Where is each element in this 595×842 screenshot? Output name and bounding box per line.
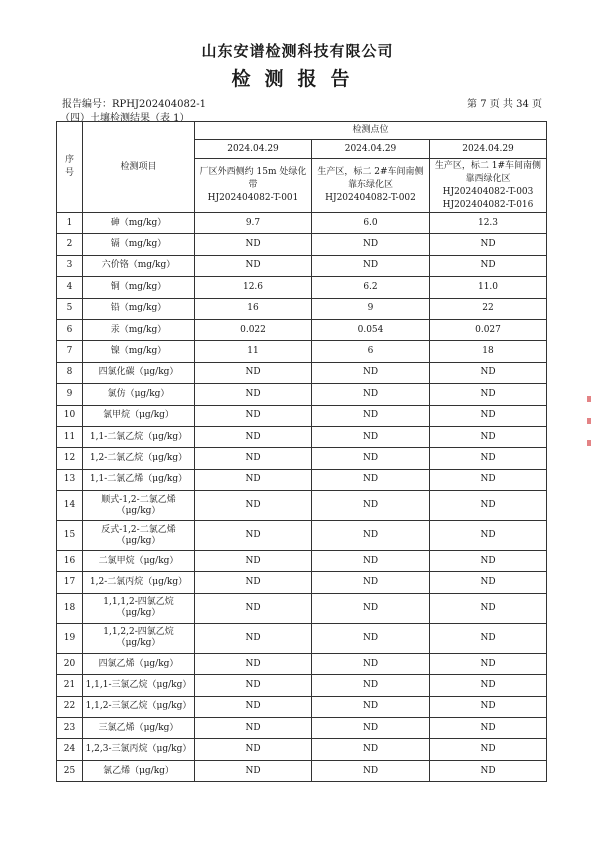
report-number: 报告编号：RPHJ202404082-1 (62, 99, 206, 110)
row-index: 1 (57, 213, 83, 234)
row-value-point-3: 12.3 (430, 213, 547, 234)
table-row (57, 277, 547, 298)
report-title: 检测报告 (231, 68, 364, 90)
row-item: 1,1,2,2-四氯乙烷 （μg/kg） (83, 623, 195, 653)
row-value-point-2: ND (312, 760, 430, 781)
row-value-point-1: ND (195, 551, 312, 572)
row-value-point-2: ND (312, 405, 430, 426)
row-value-point-3: ND (430, 623, 547, 653)
row-value-point-3: 0.027 (430, 319, 547, 340)
row-value-point-3: ND (430, 675, 547, 696)
row-value-point-3: 11.0 (430, 277, 547, 298)
row-value-point-2: 6.2 (312, 277, 430, 298)
table-row (57, 623, 547, 653)
table-row (57, 760, 547, 781)
table-body (57, 213, 547, 782)
row-value-point-1: ND (195, 448, 312, 469)
row-value-point-3: ND (430, 551, 547, 572)
row-item: 1,1-二氯乙烯（μg/kg） (83, 469, 195, 490)
row-index: 20 (57, 653, 83, 674)
point-1-date: 2024.04.29 (195, 140, 312, 159)
row-value-point-1: 12.6 (195, 277, 312, 298)
table-row (57, 675, 547, 696)
row-value-point-3: ND (430, 718, 547, 739)
row-value-point-3: ND (430, 255, 547, 276)
row-value-point-2: ND (312, 675, 430, 696)
row-item: 砷（mg/kg） (83, 213, 195, 234)
row-item: 1,2,3-三氯丙烷（μg/kg） (83, 739, 195, 760)
point-3-code: HJ202404082-T-003 HJ202404082-T-016 (442, 186, 534, 210)
row-value-point-2: ND (312, 593, 430, 623)
row-value-point-3: ND (430, 405, 547, 426)
table-row (57, 469, 547, 490)
row-value-point-2: 9 (312, 298, 430, 319)
page-indicator: 第 7 页 共 34 页 (467, 99, 542, 110)
row-value-point-2: ND (312, 491, 430, 521)
row-item: 1,1,2-三氯乙烷（μg/kg） (83, 696, 195, 717)
row-value-point-2: ND (312, 718, 430, 739)
row-value-point-1: ND (195, 760, 312, 781)
row-value-point-3: ND (430, 521, 547, 551)
row-value-point-1: ND (195, 653, 312, 674)
row-index: 11 (57, 426, 83, 447)
row-item: 镉（mg/kg） (83, 234, 195, 255)
row-item: 汞（mg/kg） (83, 319, 195, 340)
row-item: 顺式-1,2-二氯乙烯 （μg/kg） (83, 491, 195, 521)
table-row (57, 491, 547, 521)
row-index: 24 (57, 739, 83, 760)
row-item: 铅（mg/kg） (83, 298, 195, 319)
point-1-location (195, 159, 312, 213)
table-row (57, 255, 547, 276)
row-value-point-3: ND (430, 384, 547, 405)
row-value-point-3: ND (430, 572, 547, 593)
row-index: 3 (57, 255, 83, 276)
row-value-point-1: ND (195, 255, 312, 276)
row-value-point-3: ND (430, 739, 547, 760)
row-index: 7 (57, 341, 83, 362)
row-value-point-1: ND (195, 593, 312, 623)
row-value-point-3: ND (430, 426, 547, 447)
point-2-code: HJ202404082-T-002 (325, 193, 416, 203)
point-2-date: 2024.04.29 (312, 140, 430, 159)
row-value-point-1: ND (195, 234, 312, 255)
row-index: 10 (57, 405, 83, 426)
row-value-point-1: ND (195, 405, 312, 426)
company-name: 山东安谱检测科技有限公司 (201, 42, 394, 60)
row-index: 6 (57, 319, 83, 340)
seal-stamp-fragment (587, 396, 593, 486)
row-value-point-3: 22 (430, 298, 547, 319)
table-row (57, 234, 547, 255)
row-item: 氯仿（μg/kg） (83, 384, 195, 405)
row-item: 反式-1,2-二氯乙烯 （μg/kg） (83, 521, 195, 551)
table-row (57, 448, 547, 469)
row-value-point-3: ND (430, 362, 547, 383)
row-value-point-1: ND (195, 675, 312, 696)
table-row (57, 593, 547, 623)
soil-results-table (56, 121, 547, 782)
row-index: 4 (57, 277, 83, 298)
row-index: 16 (57, 551, 83, 572)
row-index: 5 (57, 298, 83, 319)
point-3-location (430, 159, 547, 213)
header-index: 序号 (57, 122, 83, 213)
table-row (57, 319, 547, 340)
table-row (57, 426, 547, 447)
row-value-point-1: ND (195, 469, 312, 490)
row-item: 三氯乙烯（μg/kg） (83, 718, 195, 739)
row-value-point-3: ND (430, 491, 547, 521)
point-3-date: 2024.04.29 (430, 140, 547, 159)
row-index: 21 (57, 675, 83, 696)
table-row (57, 572, 547, 593)
table-row (57, 696, 547, 717)
point-2-location-text: 生产区，标二 2#车间南侧靠东绿化区 (317, 167, 424, 190)
table-row (57, 521, 547, 551)
row-value-point-1: ND (195, 623, 312, 653)
row-value-point-1: ND (195, 426, 312, 447)
row-value-point-2: ND (312, 653, 430, 674)
table-row (57, 739, 547, 760)
row-value-point-2: ND (312, 551, 430, 572)
row-value-point-3: ND (430, 760, 547, 781)
row-index: 14 (57, 491, 83, 521)
table-title: （四）土壤检测结果（表 1） (60, 113, 190, 124)
row-index: 23 (57, 718, 83, 739)
row-item: 氯甲烷（μg/kg） (83, 405, 195, 426)
row-value-point-3: ND (430, 469, 547, 490)
row-index: 8 (57, 362, 83, 383)
row-value-point-2: ND (312, 469, 430, 490)
row-item: 1,1,1,2-四氯乙烷 （μg/kg） (83, 593, 195, 623)
header-row-points (57, 122, 547, 140)
row-index: 25 (57, 760, 83, 781)
row-index: 15 (57, 521, 83, 551)
row-value-point-1: 16 (195, 298, 312, 319)
point-3-location-text: 生产区，标二 1#车间南侧靠西绿化区 (434, 160, 542, 184)
table-row (57, 384, 547, 405)
row-value-point-2: ND (312, 696, 430, 717)
row-index: 17 (57, 572, 83, 593)
row-item: 氯乙烯（μg/kg） (83, 760, 195, 781)
row-value-point-2: ND (312, 623, 430, 653)
table-row (57, 551, 547, 572)
row-item: 四氯化碳（μg/kg） (83, 362, 195, 383)
row-value-point-1: 11 (195, 341, 312, 362)
row-value-point-2: ND (312, 384, 430, 405)
row-value-point-3: ND (430, 448, 547, 469)
header-item: 检测项目 (83, 122, 195, 213)
point-1-code: HJ202404082-T-001 (207, 193, 299, 203)
table-row (57, 362, 547, 383)
row-value-point-3: 18 (430, 341, 547, 362)
row-index: 18 (57, 593, 83, 623)
row-value-point-2: ND (312, 255, 430, 276)
row-value-point-3: ND (430, 653, 547, 674)
table-row (57, 718, 547, 739)
row-value-point-2: ND (312, 521, 430, 551)
row-value-point-2: ND (312, 739, 430, 760)
row-value-point-2: ND (312, 234, 430, 255)
row-value-point-2: 0.054 (312, 319, 430, 340)
table-row (57, 213, 547, 234)
row-value-point-2: ND (312, 362, 430, 383)
row-value-point-1: 0.022 (195, 319, 312, 340)
row-item: 1,2-二氯丙烷（μg/kg） (83, 572, 195, 593)
row-value-point-1: ND (195, 384, 312, 405)
table-row (57, 298, 547, 319)
row-item: 1,1,1-三氯乙烷（μg/kg） (83, 675, 195, 696)
row-value-point-1: ND (195, 521, 312, 551)
row-value-point-2: ND (312, 426, 430, 447)
row-value-point-3: ND (430, 696, 547, 717)
row-item: 六价铬（mg/kg） (83, 255, 195, 276)
row-item: 镍（mg/kg） (83, 341, 195, 362)
table-row (57, 653, 547, 674)
row-index: 19 (57, 623, 83, 653)
row-value-point-1: ND (195, 572, 312, 593)
row-value-point-1: ND (195, 362, 312, 383)
row-value-point-1: ND (195, 718, 312, 739)
row-value-point-1: ND (195, 739, 312, 760)
row-value-point-2: 6.0 (312, 213, 430, 234)
row-value-point-1: ND (195, 696, 312, 717)
row-index: 13 (57, 469, 83, 490)
row-value-point-3: ND (430, 234, 547, 255)
row-item: 二氯甲烷（μg/kg） (83, 551, 195, 572)
row-index: 2 (57, 234, 83, 255)
row-index: 9 (57, 384, 83, 405)
row-index: 12 (57, 448, 83, 469)
header-points: 检测点位 (195, 122, 547, 140)
row-value-point-2: ND (312, 572, 430, 593)
row-item: 1,1-二氯乙烷（μg/kg） (83, 426, 195, 447)
table-row (57, 341, 547, 362)
table-row (57, 405, 547, 426)
row-item: 铜（mg/kg） (83, 277, 195, 298)
row-value-point-3: ND (430, 593, 547, 623)
point-2-location (312, 159, 430, 213)
row-index: 22 (57, 696, 83, 717)
row-value-point-1: ND (195, 491, 312, 521)
row-item: 四氯乙烯（μg/kg） (83, 653, 195, 674)
row-value-point-2: ND (312, 448, 430, 469)
row-value-point-1: 9.7 (195, 213, 312, 234)
row-value-point-2: 6 (312, 341, 430, 362)
row-item: 1,2-二氯乙烷（μg/kg） (83, 448, 195, 469)
point-1-location-text: 厂区外西侧约 15m 处绿化带 (199, 167, 307, 190)
